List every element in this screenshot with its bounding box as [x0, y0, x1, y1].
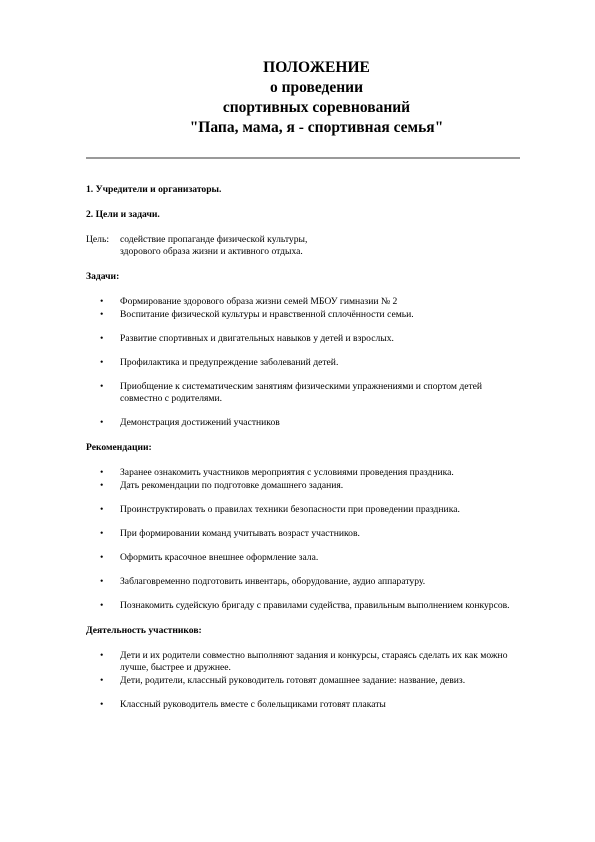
list-item: • Заранее ознакомить участников мероприятия с условиями проведения праздника. — [100, 467, 454, 478]
section-founders-heading: 1. Учредители и организаторы. — [86, 184, 222, 195]
bullet-icon: • — [100, 381, 104, 392]
tasks-heading: Задачи: — [86, 271, 120, 282]
bullet-icon: • — [100, 309, 104, 320]
list-item: • Проинструктировать о правилах техники безопасности при проведении праздника. — [100, 504, 460, 515]
activities-heading: Деятельность участников: — [86, 625, 202, 636]
bullet-icon: • — [100, 600, 104, 611]
title-divider — [86, 157, 520, 159]
bullet-icon: • — [100, 675, 104, 686]
title-line-4: "Папа, мама, я - спортивная семья" — [189, 119, 444, 136]
goal-text-line-1: содействие пропаганде физической культуры, — [120, 234, 308, 245]
list-item: • Развитие спортивных и двигательных навыков у детей и взрослых. — [100, 333, 394, 344]
bullet-icon: • — [100, 552, 104, 563]
recommendations-list — [86, 467, 526, 612]
list-item: • Оформить красочное внешнее оформление зала. — [100, 552, 319, 563]
list-item: • Демонстрация достижений участников — [100, 417, 280, 428]
recommendations-heading: Рекомендации: — [86, 442, 152, 453]
document-body — [86, 184, 526, 711]
bullet-icon: • — [100, 296, 104, 307]
bullet-icon: • — [100, 357, 104, 368]
bullet-icon: • — [100, 650, 104, 661]
list-item: • Познакомить судейскую бригаду с правилами судейства, правильным выполнением конкурсов. — [100, 600, 510, 611]
bullet-icon: • — [100, 528, 104, 539]
bullet-icon: • — [100, 333, 104, 344]
list-item: • Дать рекомендации по подготовке домашнего задания. — [100, 480, 344, 491]
bullet-icon: • — [100, 417, 104, 428]
title-line-3: спортивных соревнований — [222, 99, 411, 116]
bullet-icon: • — [100, 480, 104, 491]
list-item: • Формирование здорового образа жизни семей МБОУ гимназии № 2 — [100, 296, 398, 307]
section-goals-heading: 2. Цели и задачи. — [86, 209, 160, 220]
list-item: • При формировании команд учитывать возраст участников. — [100, 528, 360, 539]
bullet-icon: • — [100, 576, 104, 587]
goal-paragraph — [86, 234, 526, 258]
bullet-icon: • — [100, 504, 104, 515]
list-item: • Классный руководитель вместе с болельщиками готовят плакаты — [100, 699, 386, 710]
list-item: • Профилактика и предупреждение заболеваний детей. — [100, 357, 339, 368]
goal-label: Цель: — [86, 234, 110, 245]
tasks-list — [86, 296, 526, 429]
title-line-1: ПОЛОЖЕНИЕ — [263, 59, 370, 76]
activities-list — [86, 650, 526, 711]
list-item: • Приобщение к систематическим занятиям физическими упражнениями и спортом детей совместно с родителями. — [100, 381, 483, 404]
bullet-icon: • — [100, 467, 104, 478]
list-item: • Заблаговременно подготовить инвентарь, оборудование, аудио аппаратуру. — [100, 576, 426, 587]
document-title — [0, 58, 595, 138]
list-item: • Дети, родители, классный руководитель готовят домашнее задание: название, девиз. — [100, 675, 466, 686]
list-item: • Дети и их родители совместно выполняют задания и конкурсы, стараясь сделать их как можно лучше, быстрее и дружнее. — [100, 650, 508, 673]
goal-text-line-2: здорового образа жизни и активного отдыха. — [120, 246, 303, 257]
list-item: • Воспитание физической культуры и нравственной сплочённости семьи. — [100, 309, 414, 320]
title-line-2: о проведении — [269, 79, 364, 96]
bullet-icon: • — [100, 699, 104, 710]
